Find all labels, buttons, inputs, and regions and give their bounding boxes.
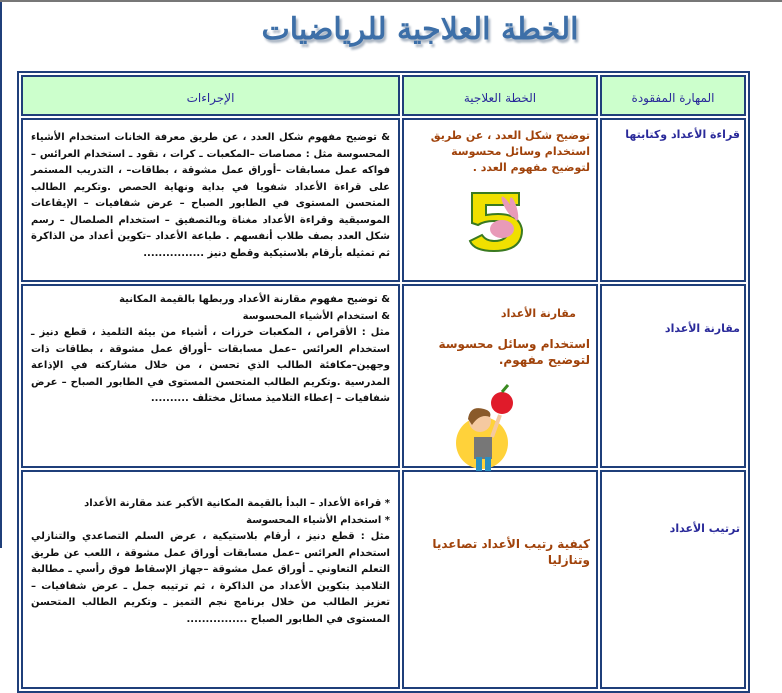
plan-title: مقارنة الأعداد <box>500 307 576 320</box>
remedial-plan-table <box>17 71 750 693</box>
plan-cell: كيفية رتيب الأعداد تصاعديا وتنازليا <box>402 470 598 689</box>
procedure-line: * استخدام الأشياء المحسوسة <box>246 514 390 526</box>
header-plan: الخطة العلاجية <box>402 75 598 116</box>
skill-cell: مقارنة الأعداد <box>600 284 746 468</box>
procedure-line: & استخدام الأشياء المحسوسة <box>242 310 390 322</box>
plan-text: استخدام وسائل محسوسة لتوضيح مفهوم. <box>438 337 590 367</box>
table-row <box>21 284 746 468</box>
header-procedures: الإجراءات <box>21 75 400 116</box>
table-row <box>21 470 746 689</box>
procedures-cell <box>21 284 400 468</box>
plan-text: توضيح شكل العدد ، عن طريق استخدام وسائل محسوسة لتوضيح مفهوم العدد . <box>430 129 590 174</box>
header-row <box>21 75 746 116</box>
plan-cell <box>402 118 598 282</box>
table-row <box>21 118 746 282</box>
procedure-line: مثل : قطع دنيز ، أرقام بلاستيكية ، عرض السلم التصاعدي والتنازلي استخدام العرائس –عمل مسابقات أوراق عمل مشوقة ، اللعب عن طريق التعلم التعاوني ـ أوراق عمل مشوقة –جهاز الإسقاط فوق رأسي ـ مطالبة التلاميذ بتكوين الأعداد من الذاكرة ، ثم ترتيبه جمل ـ عرض شفافيات – تعزيز الطالب من خلال برنامج نجم التميز ـ وتكريم الطالب المتحسن المستوى في الطابور الصباح ................ <box>31 531 390 625</box>
procedures-cell: & توضيح مفهوم شكل العدد ، عن طريق معرفة الخانات استخدام الأشياء المحسوسة مثل : مصاصات –المكعبات ـ كرات ، نقود ـ استخدام العرائس –فواكه عمل مسابقات –أوراق عمل مشوقة ، بطاقات– ، التدريب المستمر على قراءة الأعداد شفويا في بداية ونهاية الحصص .وتكريم الطالب المتحسن المستوى في الطابور الصباح – عرض شفافيات – الإيقاعات الموسيقية وقراءة الأعداد مغناة وبالتصفيق – استخدام الصلصال – رسم شكل العدد بصف طلاب أنفسهم . طباعة الأعداد –تكوين أعداد من الذاكرة ثم تمثيله بأرقام بلاستيكية وقطع دنيز ................ <box>21 118 400 282</box>
rabbit-number-five-icon <box>464 185 534 255</box>
procedure-line: * قراءة الأعداد – البدأ بالقيمة المكانية الأكبر عند مقارنة الأعداد <box>84 498 390 509</box>
page-edge <box>0 2 2 548</box>
skill-cell: ترتيب الأعداد <box>600 470 746 689</box>
plan-cell <box>402 284 598 468</box>
header-skill: المهارة المفقودة <box>600 75 746 116</box>
page-title: الخطة العلاجية للرياضيات <box>261 12 579 47</box>
procedure-line: مثل : الأقراص ، المكعبات خرزات ، أشياء من بيئة التلميذ ، قطع دنيز ـ استخدام العرائس –عمل مسابقات –أوراق عمل مشوقة ، بطاقات ذات وجهين–مكافئة الطالب الذي تحسن ، من خلال مشاركته في الإذاعة المدرسية .وتكريم الطالب المتحسن المستوى في الطابور الصباح – عرض شفافيات – إعطاء التلاميذ مسائل مختلف .......... <box>31 327 390 404</box>
boy-with-apple-icon <box>456 381 516 471</box>
procedure-line: & توضيح مفهوم مقارنة الأعداد وربطها بالقيمة المكانية <box>119 294 390 305</box>
skill-cell: قراءة الأعداد وكتابتها <box>600 118 746 282</box>
procedures-cell <box>21 470 400 689</box>
